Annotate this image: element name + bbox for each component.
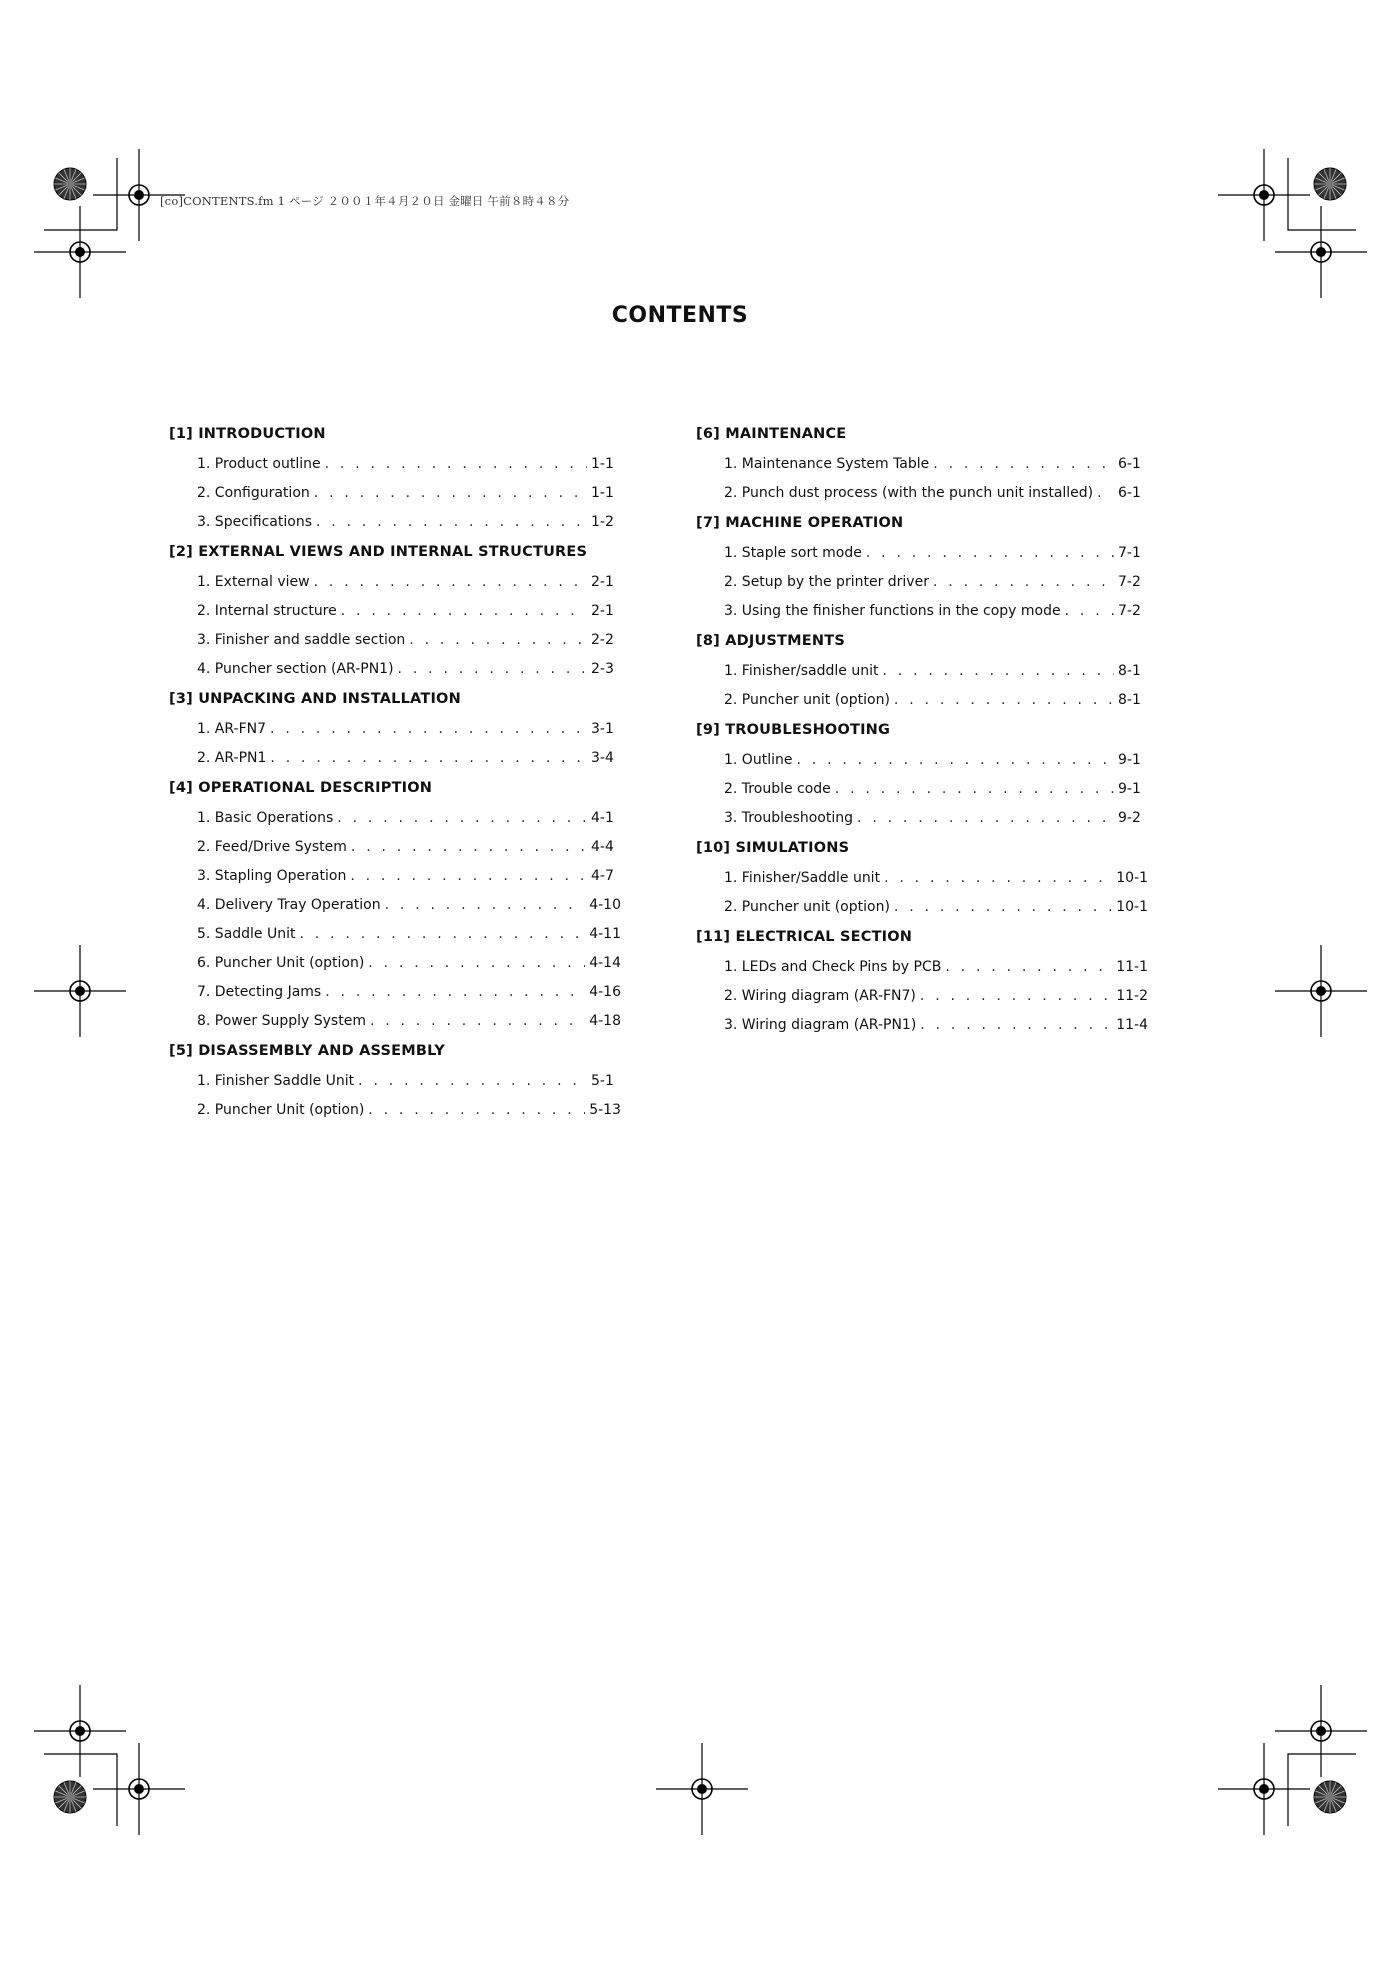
dot-leader [270, 715, 587, 744]
entry-page: 11-2 [1116, 988, 1148, 1004]
toc-right-column [696, 419, 1148, 1040]
toc-section [696, 508, 1148, 626]
entry-label: 7. Detecting Jams [197, 984, 322, 1000]
entry-label: 3. Wiring diagram (AR-PN1) [724, 1017, 917, 1033]
entry-label: 6. Puncher Unit (option) [197, 955, 365, 971]
dot-leader [350, 862, 587, 891]
rosette-mark [1314, 1781, 1346, 1813]
dot-leader [894, 686, 1114, 715]
entry-label: 2. Punch dust process (with the punch unit installed) [724, 485, 1094, 501]
toc-entry[interactable] [696, 597, 1148, 626]
section-heading[interactable]: [4] OPERATIONAL DESCRIPTION [169, 780, 433, 796]
entry-page: 5-1 [591, 1073, 614, 1089]
entry-page: 10-1 [1116, 870, 1148, 886]
entry-label: 2. Configuration [197, 485, 310, 501]
dot-leader [351, 833, 587, 862]
dot-leader [325, 978, 585, 1007]
section-heading[interactable]: [11] ELECTRICAL SECTION [696, 929, 913, 945]
entry-page: 7-2 [1118, 603, 1141, 619]
rosette-mark [54, 1781, 86, 1813]
dot-leader [370, 1007, 585, 1036]
registration-mark [93, 1743, 185, 1835]
toc-entry[interactable] [696, 450, 1148, 479]
entry-page: 3-1 [591, 721, 614, 737]
dot-leader [1065, 597, 1114, 626]
entry-page: 6-1 [1118, 456, 1141, 472]
entry-label: 3. Stapling Operation [197, 868, 347, 884]
entry-page: 4-14 [589, 955, 621, 971]
toc-section [696, 626, 1148, 715]
dot-leader [857, 804, 1114, 833]
entry-label: 2. Puncher unit (option) [724, 692, 890, 708]
entry-label: 3. Specifications [197, 514, 312, 530]
dot-leader [866, 539, 1114, 568]
registration-mark [34, 945, 126, 1037]
toc-entry[interactable] [169, 744, 621, 773]
section-heading[interactable]: [1] INTRODUCTION [169, 426, 326, 442]
entry-label: 1. Finisher/Saddle unit [724, 870, 881, 886]
toc-entry[interactable] [169, 978, 621, 1007]
entry-label: 4. Delivery Tray Operation [197, 897, 381, 913]
entry-page: 2-3 [591, 661, 614, 677]
toc-entry[interactable] [169, 655, 621, 684]
toc-entry[interactable] [169, 626, 621, 655]
entry-label: 3. Using the finisher functions in the copy mode [724, 603, 1061, 619]
entry-page: 11-4 [1116, 1017, 1148, 1033]
toc-entry[interactable] [169, 862, 621, 891]
toc-entry[interactable] [696, 539, 1148, 568]
page-title: CONTENTS [611, 302, 749, 328]
section-heading[interactable]: [10] SIMULATIONS [696, 840, 850, 856]
dot-leader [270, 744, 587, 773]
toc-entry[interactable] [696, 982, 1148, 1011]
toc-entry[interactable] [169, 891, 621, 920]
entry-page: 7-1 [1118, 545, 1141, 561]
entry-page: 3-4 [591, 750, 614, 766]
entry-label: 2. AR-PN1 [197, 750, 267, 766]
entry-label: 1. Basic Operations [197, 810, 334, 826]
entry-label: 1. AR-FN7 [197, 721, 267, 737]
registration-mark [1275, 1685, 1367, 1777]
entry-label: 2. Trouble code [724, 781, 831, 797]
entry-label: 2. Wiring diagram (AR-FN7) [724, 988, 916, 1004]
entry-page: 6-1 [1118, 485, 1141, 501]
file-info-header: [co]CONTENTS.fm 1 ページ ２００１年４月２０日 金曜日 午前８時４８分 [160, 194, 570, 208]
dot-leader [920, 1011, 1112, 1040]
toc-entry[interactable] [169, 833, 621, 862]
entry-label: 4. Puncher section (AR-PN1) [197, 661, 394, 677]
entry-label: 1. Maintenance System Table [724, 456, 930, 472]
toc-entry[interactable] [169, 949, 621, 978]
dot-leader [920, 982, 1112, 1011]
entry-label: 1. Finisher Saddle Unit [197, 1073, 355, 1089]
toc-entry[interactable] [169, 597, 621, 626]
entry-label: 2. Feed/Drive System [197, 839, 347, 855]
entry-label: 2. Internal structure [197, 603, 337, 619]
rosette-mark [1314, 168, 1346, 200]
dot-leader [1097, 479, 1114, 508]
toc-section [169, 684, 621, 773]
entry-page: 2-1 [591, 574, 614, 590]
entry-label: 3. Troubleshooting [724, 810, 854, 826]
dot-leader [300, 920, 586, 949]
toc-section [696, 922, 1148, 1040]
toc-section [169, 537, 621, 684]
entry-label: 1. Staple sort mode [724, 545, 862, 561]
entry-page: 4-18 [589, 1013, 621, 1029]
dot-leader [316, 508, 587, 537]
toc-entry[interactable] [696, 746, 1148, 775]
entry-page: 4-11 [589, 926, 621, 942]
dot-leader [945, 953, 1112, 982]
dot-leader [337, 804, 587, 833]
toc-entry[interactable] [169, 568, 621, 597]
entry-label: 5. Saddle Unit [197, 926, 296, 942]
dot-leader [325, 450, 587, 479]
dot-leader [835, 775, 1114, 804]
registration-mark [34, 1685, 126, 1777]
registration-mark [1275, 206, 1367, 298]
dot-leader [341, 597, 587, 626]
entry-label: 1. Finisher/saddle unit [724, 663, 879, 679]
dot-leader [368, 949, 585, 978]
entry-page: 4-10 [589, 897, 621, 913]
toc-section [169, 419, 621, 537]
entry-page: 4-16 [589, 984, 621, 1000]
entry-page: 4-4 [591, 839, 614, 855]
dot-leader [368, 1096, 585, 1125]
registration-mark [1218, 1743, 1310, 1835]
toc-entry[interactable] [169, 508, 621, 537]
entry-page: 9-1 [1118, 752, 1141, 768]
section-heading[interactable]: [9] TROUBLESHOOTING [696, 722, 891, 738]
entry-page: 8-1 [1118, 692, 1141, 708]
dot-leader [409, 626, 587, 655]
toc-section [696, 715, 1148, 833]
toc-entry[interactable] [169, 450, 621, 479]
entry-label: 1. Product outline [197, 456, 321, 472]
toc-entry[interactable] [696, 953, 1148, 982]
toc-entry[interactable] [696, 864, 1148, 893]
entry-page: 4-1 [591, 810, 614, 826]
toc-section [169, 1036, 621, 1125]
entry-page: 2-2 [591, 632, 614, 648]
dot-leader [882, 657, 1114, 686]
entry-page: 7-2 [1118, 574, 1141, 590]
entry-label: 2. Puncher unit (option) [724, 899, 890, 915]
entry-label: 8. Power Supply System [197, 1013, 366, 1029]
toc-left-column [169, 419, 621, 1125]
dot-leader [314, 568, 587, 597]
toc-entry[interactable] [169, 1007, 621, 1036]
dot-leader [358, 1067, 587, 1096]
toc-entry[interactable] [169, 479, 621, 508]
toc-entry[interactable] [169, 804, 621, 833]
entry-label: 3. Finisher and saddle section [197, 632, 406, 648]
toc-section [169, 773, 621, 1036]
entry-page: 4-7 [591, 868, 614, 884]
toc-entry[interactable] [696, 686, 1148, 715]
entry-page: 9-1 [1118, 781, 1141, 797]
entry-page: 8-1 [1118, 663, 1141, 679]
entry-page: 9-2 [1118, 810, 1141, 826]
section-heading[interactable]: [6] MAINTENANCE [696, 426, 847, 442]
entry-page: 1-2 [591, 514, 614, 530]
section-heading[interactable]: [5] DISASSEMBLY AND ASSEMBLY [169, 1043, 446, 1059]
dot-leader [796, 746, 1114, 775]
toc-entry[interactable] [696, 893, 1148, 922]
toc-entry[interactable] [696, 804, 1148, 833]
section-heading[interactable]: [2] EXTERNAL VIEWS AND INTERNAL STRUCTURES [169, 544, 588, 560]
section-heading[interactable]: [3] UNPACKING AND INSTALLATION [169, 691, 461, 707]
rosette-mark [54, 168, 86, 200]
dot-leader [884, 864, 1112, 893]
toc-section [696, 419, 1148, 508]
entry-page: 1-1 [591, 456, 614, 472]
toc-entry[interactable] [696, 479, 1148, 508]
entry-page: 1-1 [591, 485, 614, 501]
entry-label: 2. Puncher Unit (option) [197, 1102, 365, 1118]
toc-entry[interactable] [696, 775, 1148, 804]
toc-section [696, 833, 1148, 922]
entry-page: 5-13 [589, 1102, 621, 1118]
section-heading[interactable]: [8] ADJUSTMENTS [696, 633, 845, 649]
registration-mark [1275, 945, 1367, 1037]
entry-label: 1. Outline [724, 752, 793, 768]
toc-entry[interactable] [696, 568, 1148, 597]
dot-leader [933, 450, 1114, 479]
dot-leader [398, 655, 587, 684]
toc-entry[interactable] [169, 715, 621, 744]
entry-label: 2. Setup by the printer driver [724, 574, 929, 590]
registration-mark [1218, 149, 1310, 241]
toc-entry[interactable] [169, 1067, 621, 1096]
entry-page: 10-1 [1116, 899, 1148, 915]
registration-mark [34, 206, 126, 298]
registration-mark [656, 1743, 748, 1835]
section-heading[interactable]: [7] MACHINE OPERATION [696, 515, 904, 531]
toc-entry[interactable] [696, 1011, 1148, 1040]
dot-leader [314, 479, 587, 508]
entry-label: 1. External view [197, 574, 310, 590]
dot-leader [894, 893, 1112, 922]
toc-entry[interactable] [169, 920, 621, 949]
entry-page: 11-1 [1116, 959, 1148, 975]
toc-entry[interactable] [696, 657, 1148, 686]
entry-label: 1. LEDs and Check Pins by PCB [724, 959, 942, 975]
dot-leader [933, 568, 1114, 597]
toc-entry[interactable] [169, 1096, 621, 1125]
dot-leader [385, 891, 586, 920]
entry-page: 2-1 [591, 603, 614, 619]
